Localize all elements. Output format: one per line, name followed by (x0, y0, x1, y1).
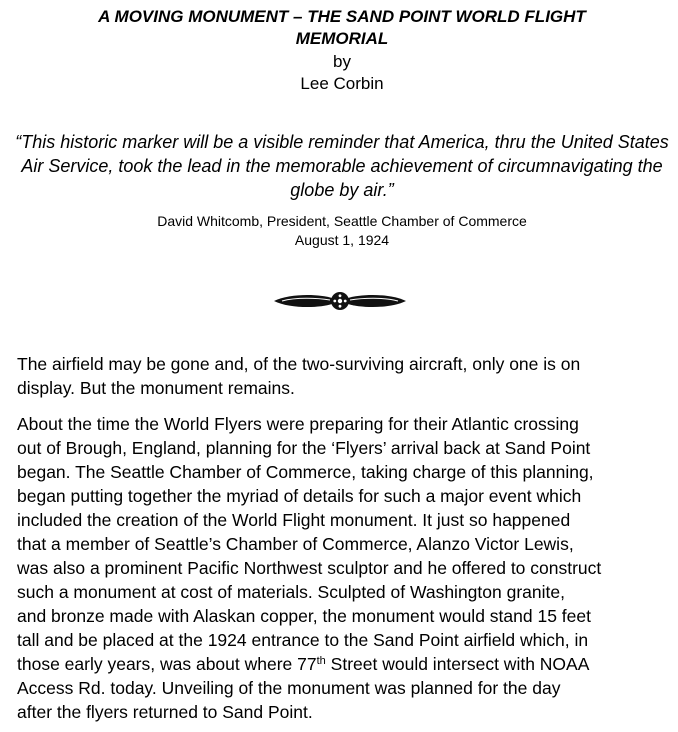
text-line: About the time the World Flyers were preparing for their Atlantic crossing (17, 414, 579, 434)
text-line: and bronze made with Alaskan copper, the monument would stand 15 feet (17, 606, 591, 626)
text-line (17, 652, 677, 676)
text-line: began putting together the myriad of details for such a major event which (17, 486, 582, 506)
text-line: The airfield may be gone and, of the two-surviving aircraft, only one is on (17, 354, 581, 374)
text-line: tall and be placed at the 1924 entrance to the Sand Point airfield which, in (17, 630, 589, 650)
text-line: was also a prominent Pacific Northwest sculptor and he offered to construct (17, 558, 602, 578)
text-line: included the creation of the World Flight monument. It just so happened (17, 510, 571, 530)
text-fragment: those early years, was about where 77 (17, 654, 317, 674)
superscript: th (316, 655, 326, 667)
title-line: MEMORIAL (295, 29, 389, 48)
document-title (40, 6, 644, 50)
quote-date: August 1, 1924 (294, 232, 390, 248)
paragraph (17, 412, 677, 724)
text-line: that a member of Seattle’s Chamber of Commerce, Alanzo Victor Lewis, (17, 534, 574, 554)
paragraph (17, 352, 677, 400)
text-fragment: Street would intersect with NOAA (325, 654, 590, 674)
epigraph-quote: “This historic marker will be a visible reminder that America, thru the United States Air Service, took the lead in the memorable achievement of circumnavigating the globe by air.” (15, 132, 669, 200)
byline-by: by (333, 52, 351, 71)
text-line: began. The Seattle Chamber of Commerce, taking charge of this planning, (17, 462, 594, 482)
title-line: A MOVING MONUMENT – THE SAND POINT WORLD FLIGHT (98, 7, 586, 26)
author-name: Lee Corbin (300, 74, 384, 93)
text-line: Access Rd. today. Unveiling of the monument was planned for the day (17, 678, 561, 698)
propeller-icon (270, 288, 410, 314)
text-line: after the flyers returned to Sand Point. (17, 702, 313, 722)
quote-attribution: David Whitcomb, President, Seattle Chamber of Commerce (157, 213, 527, 229)
text-line: display. But the monument remains. (17, 378, 295, 398)
text-line: such a monument at cost of materials. Sculpted of Washington granite, (17, 582, 565, 602)
text-line: out of Brough, England, planning for the ‘Flyers’ arrival back at Sand Point (17, 438, 591, 458)
